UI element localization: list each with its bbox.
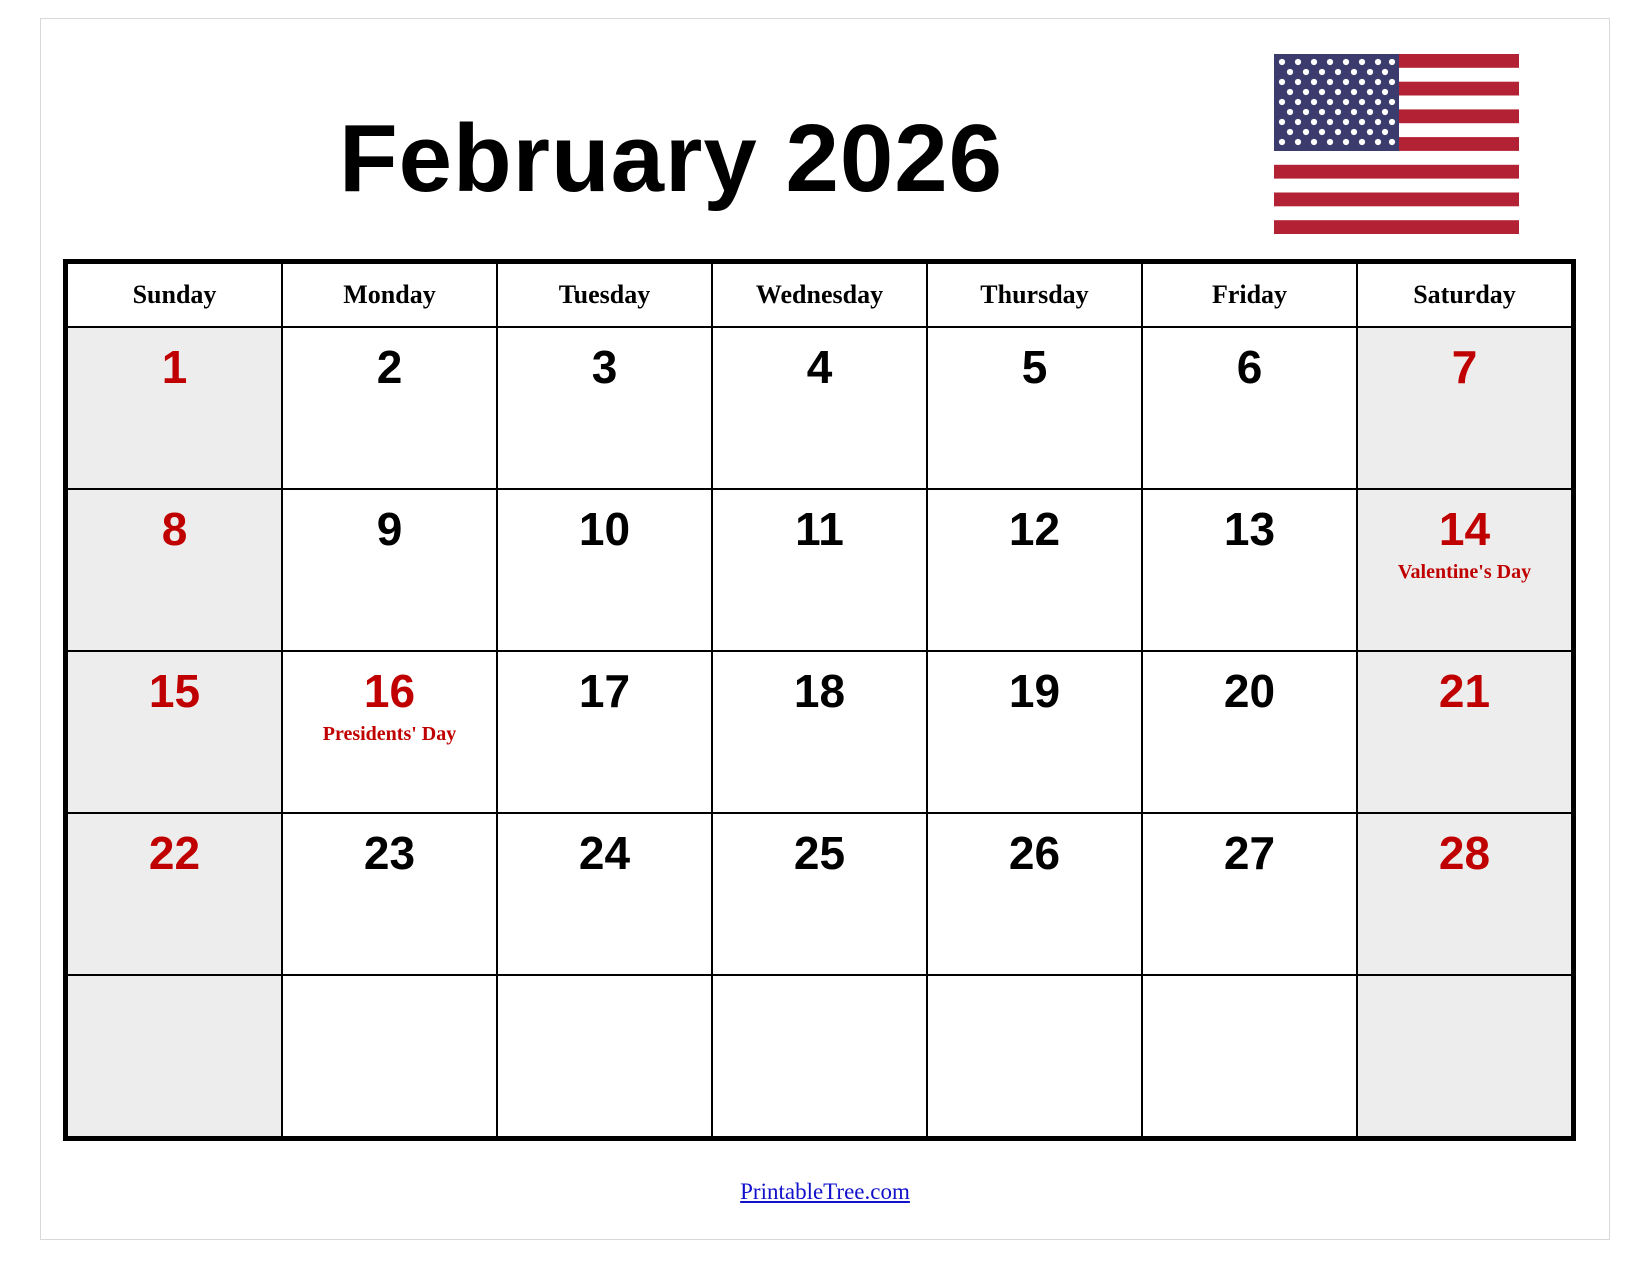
day-cell[interactable] xyxy=(497,651,712,813)
day-cell[interactable] xyxy=(927,813,1142,975)
weekday-header-friday: Friday xyxy=(1142,263,1357,327)
day-number xyxy=(68,976,281,992)
day-number: 6 xyxy=(1236,341,1263,393)
day-cell[interactable] xyxy=(712,489,927,651)
day-number: 16 xyxy=(363,665,416,717)
day-number: 13 xyxy=(1223,503,1276,555)
day-cell[interactable] xyxy=(497,813,712,975)
day-number: 12 xyxy=(1008,503,1061,555)
day-cell[interactable] xyxy=(282,489,497,651)
day-cell[interactable] xyxy=(497,489,712,651)
calendar-week-row xyxy=(67,813,1572,975)
day-holiday: Valentine's Day xyxy=(1397,561,1532,583)
weekday-header-saturday: Saturday xyxy=(1357,263,1572,327)
weekday-header-wednesday: Wednesday xyxy=(712,263,927,327)
day-number xyxy=(928,976,1141,992)
day-number: 14 xyxy=(1438,503,1491,555)
day-number: 1 xyxy=(161,341,188,393)
calendar-week-row xyxy=(67,651,1572,813)
weekday-header-row xyxy=(67,263,1572,327)
weekday-header-monday: Monday xyxy=(282,263,497,327)
calendar-week-row xyxy=(67,975,1572,1137)
day-number: 15 xyxy=(148,665,201,717)
day-cell[interactable] xyxy=(712,651,927,813)
day-cell[interactable] xyxy=(927,327,1142,489)
us-flag-icon xyxy=(1274,54,1519,234)
day-number: 2 xyxy=(376,341,403,393)
day-number: 8 xyxy=(161,503,188,555)
day-number: 27 xyxy=(1223,827,1276,879)
day-cell-empty[interactable] xyxy=(927,975,1142,1137)
day-number: 11 xyxy=(795,503,844,555)
day-cell[interactable] xyxy=(712,327,927,489)
day-cell[interactable] xyxy=(282,813,497,975)
calendar-sheet xyxy=(40,18,1610,1240)
day-cell[interactable] xyxy=(497,327,712,489)
day-cell-empty[interactable] xyxy=(1142,975,1357,1137)
day-cell-empty[interactable] xyxy=(712,975,927,1137)
day-number: 23 xyxy=(363,827,416,879)
day-number: 26 xyxy=(1008,827,1061,879)
day-cell[interactable] xyxy=(67,813,282,975)
day-cell[interactable] xyxy=(1142,813,1357,975)
calendar-week-row xyxy=(67,327,1572,489)
weekday-header-sunday: Sunday xyxy=(67,263,282,327)
day-holiday: Presidents' Day xyxy=(322,723,457,745)
calendar-week-row xyxy=(67,489,1572,651)
page-title: February 2026 xyxy=(338,105,1004,212)
footer-link[interactable]: PrintableTree.com xyxy=(740,1179,910,1204)
day-number: 17 xyxy=(578,665,631,717)
day-cell[interactable] xyxy=(927,651,1142,813)
footer xyxy=(41,1179,1609,1205)
weekday-header-thursday: Thursday xyxy=(927,263,1142,327)
day-number: 24 xyxy=(578,827,631,879)
day-cell-empty[interactable] xyxy=(1357,975,1572,1137)
day-cell[interactable] xyxy=(1142,651,1357,813)
day-cell[interactable] xyxy=(67,327,282,489)
day-number xyxy=(283,976,496,992)
day-number: 10 xyxy=(578,503,631,555)
day-number xyxy=(1358,976,1571,992)
day-number: 22 xyxy=(148,827,201,879)
day-number: 7 xyxy=(1451,341,1478,393)
day-number: 28 xyxy=(1438,827,1491,879)
day-number: 19 xyxy=(1008,665,1061,717)
day-number: 4 xyxy=(806,341,833,393)
day-cell[interactable] xyxy=(1142,489,1357,651)
day-cell[interactable] xyxy=(1357,489,1572,651)
day-number: 18 xyxy=(793,665,846,717)
day-number: 5 xyxy=(1021,341,1048,393)
day-number: 20 xyxy=(1223,665,1276,717)
day-number xyxy=(498,976,711,992)
day-number: 3 xyxy=(591,341,618,393)
day-cell-empty[interactable] xyxy=(282,975,497,1137)
day-cell[interactable] xyxy=(282,651,497,813)
day-number xyxy=(713,976,926,992)
day-cell-empty[interactable] xyxy=(497,975,712,1137)
weekday-header-tuesday: Tuesday xyxy=(497,263,712,327)
day-cell-empty[interactable] xyxy=(67,975,282,1137)
calendar-header xyxy=(41,19,1609,259)
day-cell[interactable] xyxy=(712,813,927,975)
day-cell[interactable] xyxy=(927,489,1142,651)
day-number: 21 xyxy=(1438,665,1491,717)
day-cell[interactable] xyxy=(1142,327,1357,489)
day-cell[interactable] xyxy=(1357,651,1572,813)
day-number: 9 xyxy=(376,503,403,555)
day-cell[interactable] xyxy=(282,327,497,489)
day-number: 25 xyxy=(793,827,846,879)
day-number xyxy=(1143,976,1356,992)
day-cell[interactable] xyxy=(1357,327,1572,489)
day-cell[interactable] xyxy=(67,651,282,813)
calendar-grid xyxy=(63,259,1576,1141)
day-cell[interactable] xyxy=(67,489,282,651)
day-cell[interactable] xyxy=(1357,813,1572,975)
